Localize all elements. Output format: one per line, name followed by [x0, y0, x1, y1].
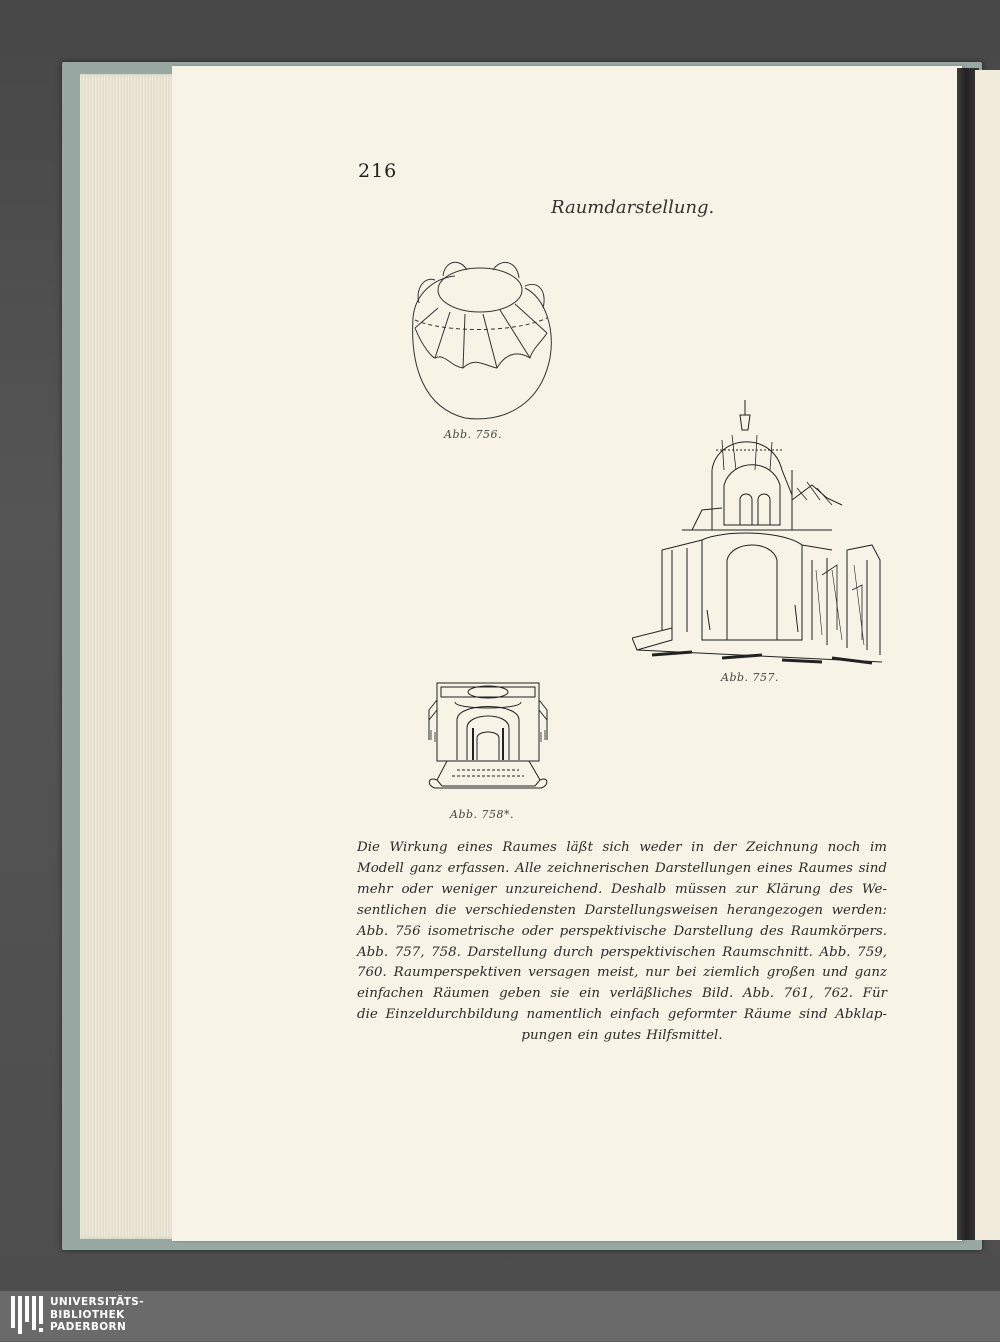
- figure-758-drawing: [427, 680, 549, 800]
- body-line: pungen ein gutes Hilfsmittel.: [521, 1028, 723, 1044]
- page-stack-edges: [80, 74, 180, 1239]
- body-paragraph: [357, 838, 887, 1047]
- page-number: 216: [358, 160, 398, 182]
- running-head: Raumdarstellung.: [551, 197, 715, 218]
- body-line: Modell ganz erfassen. Alle zeichnerischen Darstellungen eines Raumes sind: [357, 860, 887, 876]
- figure-757-caption: Abb. 757.: [721, 671, 780, 684]
- body-line: die Einzeldurchbildung namentlich einfach geformter Räume sind Abklap-: [357, 1007, 887, 1023]
- library-name-line: BIBLIOTHEK: [50, 1308, 125, 1321]
- facing-page-edge: [975, 70, 1000, 1240]
- library-name-line: UNIVERSITÄTS-: [50, 1296, 145, 1308]
- body-line: Abb. 756 isometrische oder perspektivische Darstellung des Raumkörpers.: [357, 923, 887, 939]
- library-logo-icon: [11, 1296, 45, 1342]
- body-line: Abb. 757, 758. Darstellung durch perspektivischen Raumschnitt. Abb. 759,: [357, 944, 887, 960]
- body-line: sentlichen die verschiedensten Darstellungsweisen herangezogen werden:: [357, 902, 887, 918]
- figure-758-caption: Abb. 758*.: [450, 808, 515, 821]
- body-line: 760. Raumperspektiven versagen meist, nur bei ziemlich großen und ganz: [357, 965, 887, 981]
- body-line: einfachen Räumen geben sie ein verläßliches Bild. Abb. 761, 762. Für: [357, 986, 887, 1002]
- footer-bar: [0, 1291, 1000, 1341]
- figure-756-drawing: [405, 258, 555, 423]
- figure-757-drawing: [632, 400, 882, 668]
- body-line: Die Wirkung eines Raumes läßt sich weder in der Zeichnung noch im: [357, 840, 887, 855]
- figure-756-caption: Abb. 756.: [444, 428, 503, 441]
- library-name-line: PADERBORN: [50, 1321, 127, 1333]
- body-line: mehr oder weniger unzureichend. Deshalb müssen zur Klärung des We-: [357, 881, 887, 897]
- library-name: [50, 1296, 144, 1334]
